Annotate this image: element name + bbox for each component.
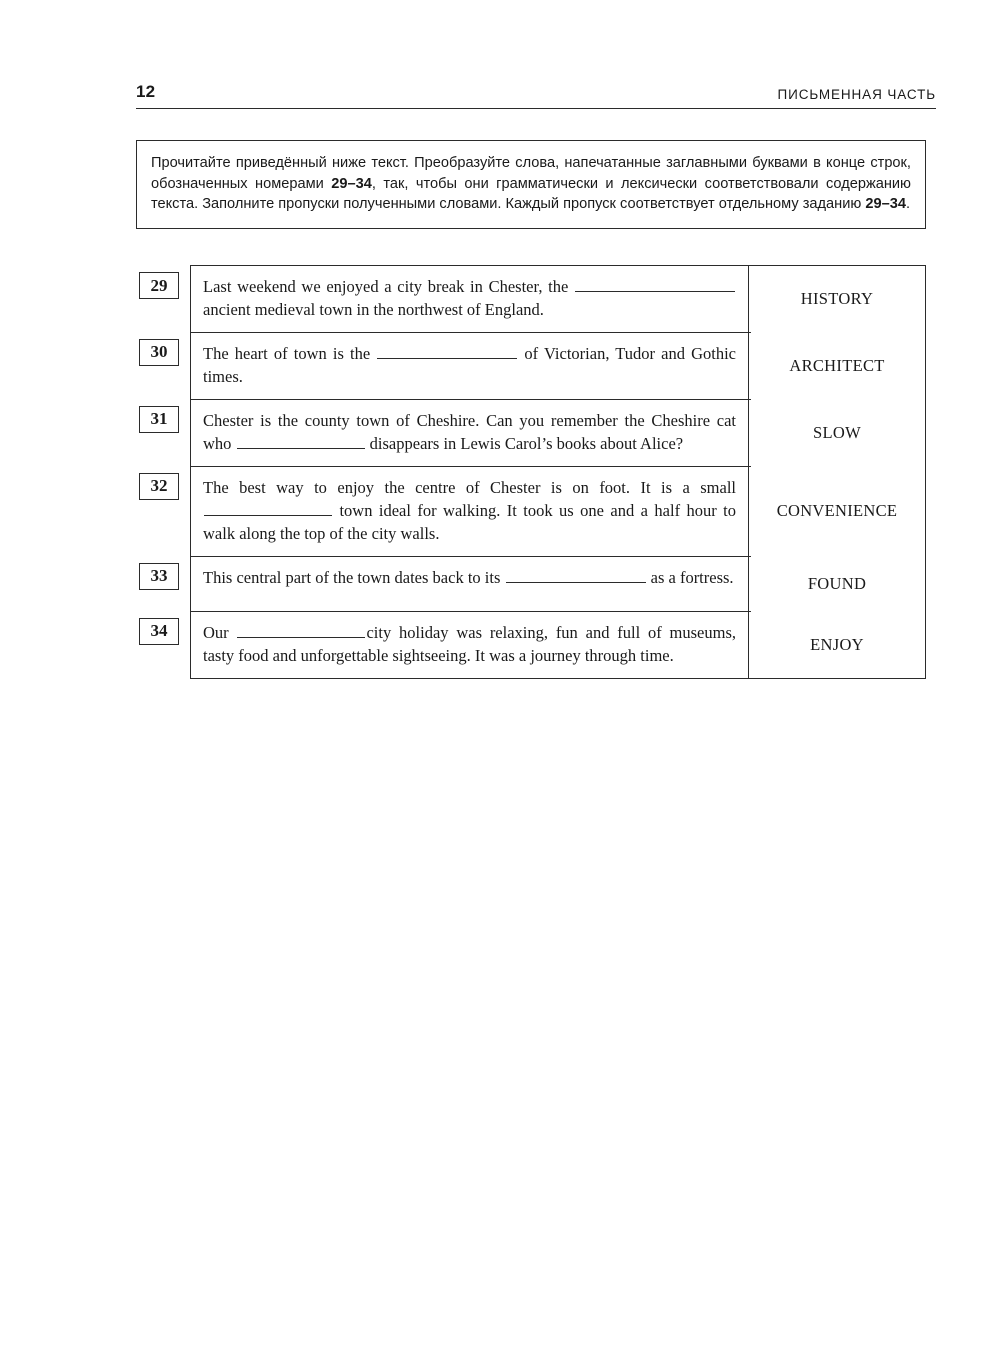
- table-row: [150, 400, 925, 466]
- task-text-after-blank: city holiday was relaxing, fun and full of museums, tasty food and unforgettable sightseeing. It was a journey through time.: [203, 622, 736, 666]
- instruction-box: [136, 140, 926, 229]
- task-number-32: 32: [139, 473, 179, 500]
- task-text-after-blank: ancient medieval town in the northwest of England.: [203, 300, 544, 320]
- instruction-task-range-1: 29–34: [331, 175, 372, 192]
- task-sentence: [203, 342, 736, 389]
- prompt-word-31: SLOW: [813, 422, 861, 442]
- prompt-word-29: HISTORY: [800, 288, 874, 308]
- table-row: [150, 612, 925, 678]
- task-sentence: [203, 409, 736, 456]
- prompt-word-34: ENJOY: [810, 634, 864, 654]
- instruction-text-part-1: Прочитайте приведённый ниже текст. Преобразуйте слова, напечатанные заглавными буквами в конце строк, обозначенных номерами: [151, 155, 911, 192]
- task-text-32: [191, 467, 749, 556]
- task-text-after-blank: as a fortress.: [650, 567, 734, 587]
- task-text-before-blank: Chester is the county town of Cheshire. Can you remember the Cheshire cat who: [203, 410, 736, 454]
- task-sentence: [203, 476, 736, 546]
- task-text-after-blank: disappears in Lewis Carol’s books about Alice?: [369, 434, 684, 454]
- table-row: [150, 467, 925, 556]
- answer-blank-34[interactable]: [237, 621, 365, 638]
- task-number-33: 33: [139, 563, 179, 590]
- task-text-33: [191, 557, 749, 611]
- instruction-text-part-3: .: [905, 196, 911, 213]
- task-sentence: [203, 566, 736, 589]
- task-number-31: 31: [139, 406, 179, 433]
- table-row: [150, 266, 925, 332]
- section-title: ПИСЬМЕННАЯ ЧАСТЬ: [777, 87, 936, 102]
- task-number-29: 29: [139, 272, 179, 299]
- task-text-before-blank: The best way to enjoy the centre of Chester is on foot. It is a small: [203, 477, 736, 497]
- instruction-text-part-2: , так, чтобы они грамматически и лексически соответствовали содержанию текста. Заполните пропуски полученными словами. Каждый пропуск соответствует отдельному заданию: [151, 175, 912, 213]
- task-text-before-blank: Our: [203, 622, 229, 642]
- task-sentence: [203, 621, 736, 668]
- task-table: [150, 265, 926, 679]
- answer-blank-31[interactable]: [237, 432, 365, 449]
- task-text-before-blank: Last weekend we enjoyed a city break in Chester, the: [203, 277, 569, 296]
- task-text-before-blank: The heart of town is the: [203, 343, 371, 363]
- answer-blank-32[interactable]: [204, 499, 332, 516]
- answer-blank-30[interactable]: [377, 342, 517, 359]
- answer-blank-33[interactable]: [506, 566, 646, 583]
- task-text-31: [191, 400, 749, 466]
- instruction-task-range-2: 29–34: [865, 196, 906, 213]
- page-header: [136, 82, 936, 109]
- task-text-after-blank: of Victorian, Tudor and Gothic times.: [203, 343, 736, 387]
- task-text-29: [191, 266, 749, 332]
- prompt-word-33: FOUND: [807, 573, 867, 593]
- page-number: 12: [136, 82, 156, 101]
- task-sentence: [203, 275, 736, 322]
- task-text-30: [191, 333, 749, 399]
- prompt-word-30: ARCHITECT: [789, 355, 885, 375]
- task-text-after-blank: town ideal for walking. It took us one and a half hour to walk along the top of the city walls.: [203, 500, 737, 544]
- table-row: [150, 333, 925, 399]
- instruction-text: [151, 153, 911, 215]
- answer-blank-29[interactable]: [575, 275, 735, 292]
- task-text-34: [191, 612, 749, 678]
- task-text-before-blank: This central part of the town dates back to its: [203, 567, 501, 587]
- task-number-30: 30: [139, 339, 179, 366]
- task-number-34: 34: [139, 618, 179, 645]
- table-row: [150, 557, 925, 611]
- prompt-word-32: CONVENIENCE: [776, 501, 898, 521]
